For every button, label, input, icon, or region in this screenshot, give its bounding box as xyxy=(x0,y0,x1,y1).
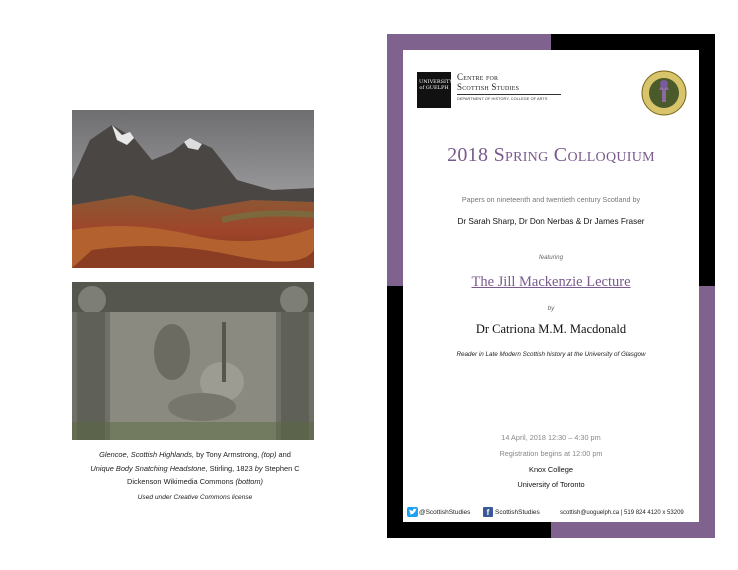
society-seal-icon xyxy=(641,70,687,116)
event-date: 14 April, 2018 12:30 – 4:30 pm xyxy=(501,433,601,442)
contact-info: scottish@uoguelph.ca | 519 824 4120 x 53209 xyxy=(560,510,684,516)
featuring-label: featuring xyxy=(538,254,564,261)
lecturer-role: Reader in Late Modern Scottish history at the University of Glasgow xyxy=(456,351,646,358)
registration-time: Registration begins at 12:00 pm xyxy=(499,449,603,458)
department-line: DEPARTMENT OF HISTORY, COLLEGE OF ARTS xyxy=(457,97,548,101)
centre-name: Centre for Scottish Studies xyxy=(457,72,520,92)
twitter-handle[interactable]: @ScottishStudies xyxy=(419,509,471,516)
license-note: Used under Creative Commons license xyxy=(137,494,253,501)
glencoe-photo xyxy=(72,110,314,268)
colloquium-poster xyxy=(387,34,715,538)
poster-footer xyxy=(407,507,707,519)
event-title: 2018 Spring Colloquium xyxy=(447,144,655,166)
lecture-title: The Jill Mackenzie Lecture xyxy=(471,274,631,290)
lecturer-name: Dr Catriona M.M. Macdonald xyxy=(475,322,627,336)
headstone-photo xyxy=(72,282,314,440)
poster-panel xyxy=(403,50,699,522)
university-logo: UNIVERSITY of GUELPH xyxy=(417,72,451,108)
facebook-handle[interactable]: ScottishStudies xyxy=(495,509,540,516)
photo-credit: Glencoe, Scottish Highlands, by Tony Armstrong, (top) and Unique Body Snatching Headstone, Stirling, 1823 by Stephen C Dickenson Wikimedia Commons (bottom) xyxy=(90,450,300,486)
by-label: by xyxy=(547,305,555,312)
speakers-line: Dr Sarah Sharp, Dr Don Nerbas & Dr James Fraser xyxy=(457,217,645,226)
facebook-icon: f xyxy=(483,507,493,517)
twitter-icon xyxy=(407,507,418,517)
papers-line: Papers on nineteenth and twentieth century Scotland by xyxy=(461,195,641,204)
venue: Knox College xyxy=(529,465,573,474)
university-name: University of Toronto xyxy=(517,480,585,489)
